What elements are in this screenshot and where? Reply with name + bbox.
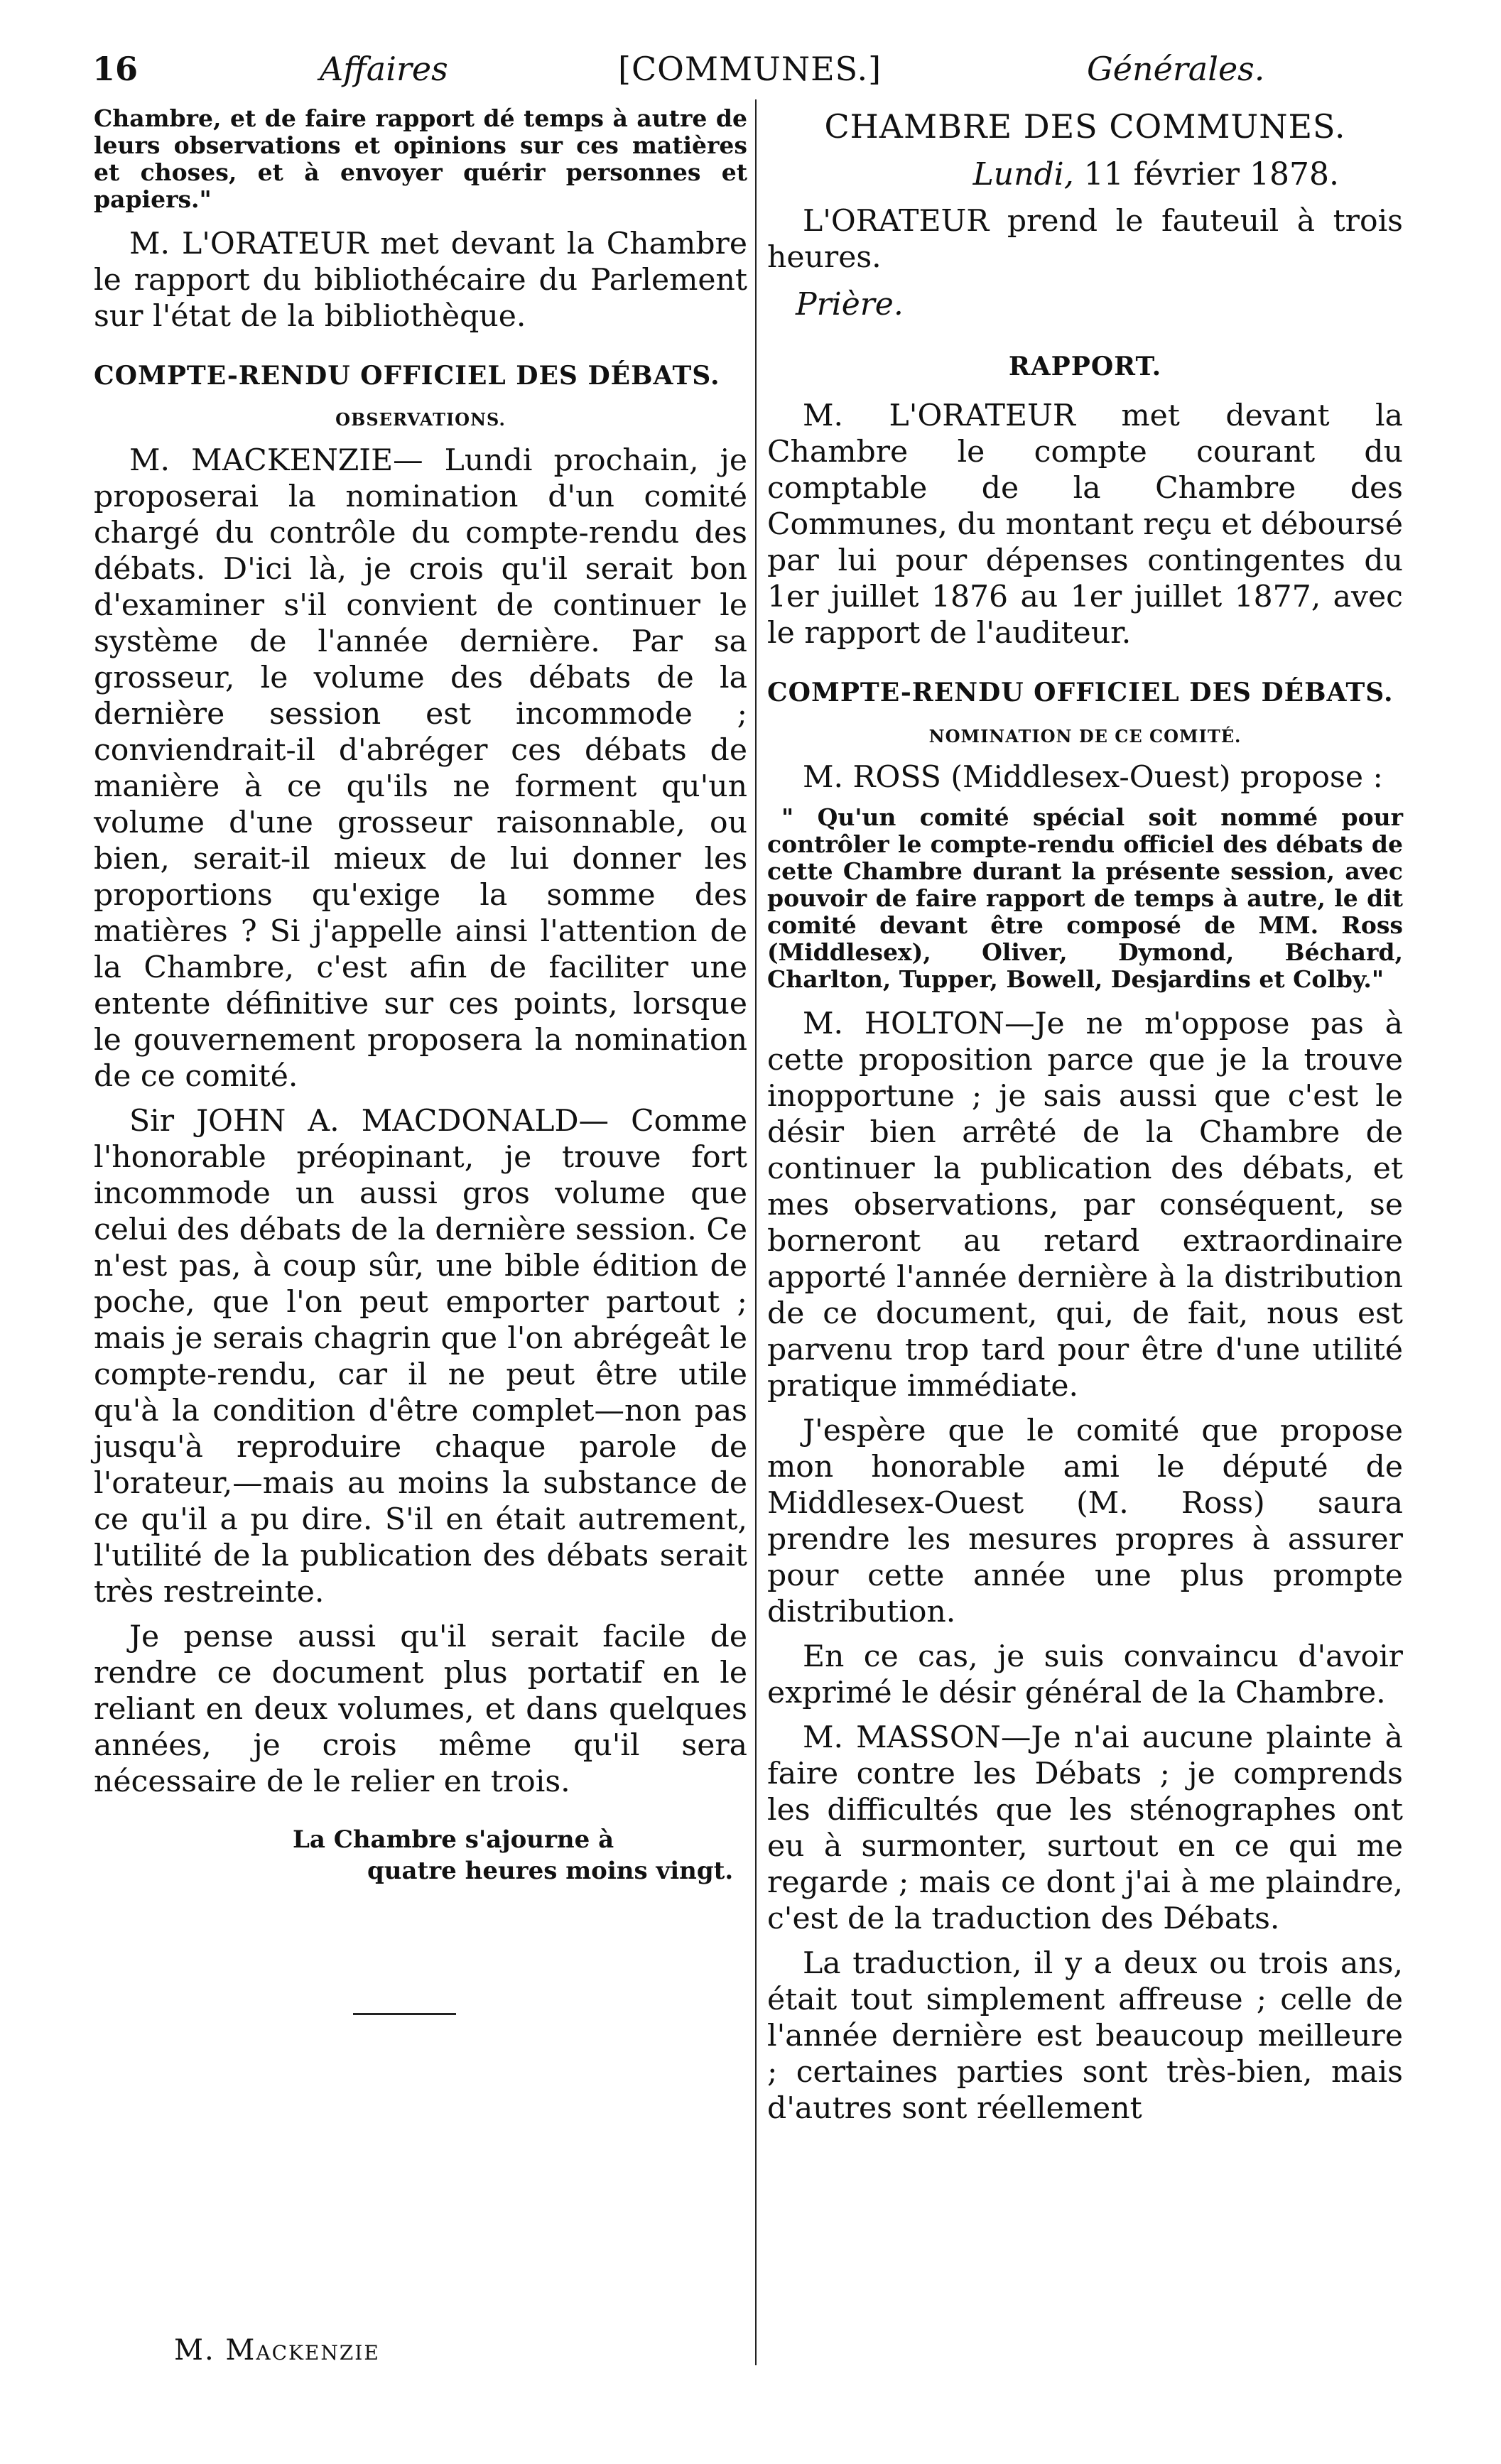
date-day: Lundi,: [972, 156, 1074, 192]
subheading-nomination: NOMINATION DE CE COMITÉ.: [928, 726, 1242, 747]
prayer: Prière.: [796, 286, 904, 322]
section-heading-debates: COMPTE-RENDU OFFICIEL DES DÉBATS.: [94, 361, 720, 391]
adjournment-line-1: La Chambre s'ajourne à: [293, 1825, 614, 1854]
running-header: [92, 44, 1414, 94]
adjournment-line-2: quatre heures moins vingt.: [367, 1857, 734, 1885]
masson-remarks-2: La traduction, il y a deux ou trois ans, était tout simplement affreuse ; celle de l'année dernière est beaucoup meilleure ; certaines parties sont très-bien, mais d'autres sont réellement: [767, 1946, 1403, 2126]
section-heading-rapport: RAPPORT.: [1008, 352, 1162, 381]
mackenzie-remarks: M. MACKENZIE— Lundi prochain, je proposerai la nomination d'un comité chargé du contrôle du compte-rendu des débats. D'ici là, je crois qu'il serait bon d'examiner s'il convient de continuer le système de l'année dernière. Par sa grosseur, le volume des débats de la dernière session est incommode ; conviendrait-il d'abréger ces débats de manière à ce qu'ils ne forment qu'un volume d'une grosseur raisonnable, ou bien, serait-il mieux de lui donner les proportions qu'exige la somme des matières ? Si j'appelle ainsi l'attention de la Chambre, c'est afin de faciliter une entente définitive sur ces points, lorsque le gouvernement proposera la nomination de ce comité.: [94, 443, 747, 1094]
page-number: 16: [92, 50, 139, 88]
holton-remarks: M. HOLTON—Je ne m'oppose pas à cette proposition parce que je la trouve inopportune ; je sais aussi que c'est le désir bien arrêté de la Chambre de continuer la publication des débats, et mes observations, par conséquent, se borneront au retard extraordinaire apporté l'année dernière à la distribution de ce document, qui, de fait, nous est parvenu trop tard pour être d'une utilité pratique immédiate.: [767, 1006, 1403, 1404]
ross-motion: M. ROSS (Middlesex-Ouest) propose :: [803, 760, 1383, 795]
right-column: [767, 105, 1403, 2135]
footer-catchword: M. Mackenzie: [174, 2334, 380, 2367]
subheading-observations: OBSERVATIONS.: [335, 409, 506, 430]
holton-remarks-2: J'espère que le comité que propose mon honorable ami le député de Middlesex-Ouest (M. Ross) saura prendre les mesures propres à assurer pour cette année une plus prompte distribution.: [767, 1413, 1403, 1629]
column-divider: [755, 99, 757, 2365]
library-report-paragraph: M. L'ORATEUR met devant la Chambre le rapport du bibliothécaire du Parlement sur l'état de la bibliothèque.: [94, 227, 747, 334]
left-column: [94, 105, 747, 2015]
section-heading-debates-right: COMPTE-RENDU OFFICIEL DES DÉBATS.: [767, 678, 1394, 707]
header-center-title: [COMMUNES.]: [618, 50, 882, 88]
chamber-title: CHAMBRE DES COMMUNES.: [824, 107, 1346, 146]
header-left-title: Affaires: [320, 50, 448, 88]
masson-remarks: M. MASSON—Je n'ai aucune plainte à faire contre les Débats ; je comprends les difficultés que les sténographes ont eu à surmonter, surtout en ce qui me regarde ; mais ce dont j'ai à me plaindre, c'est de la traduction des Débats.: [767, 1720, 1403, 1936]
speaker-takes-chair: L'ORATEUR prend le fauteuil à trois heures.: [767, 204, 1403, 275]
header-right-title: Générales.: [1087, 50, 1265, 88]
adjournment-note: [293, 1824, 747, 1887]
motion-continuation: Chambre, et de faire rapport dé temps à autre de leurs observations et opinions sur ces matières et choses, et à envoyer quérir personnes et papiers.": [94, 104, 747, 213]
sitting-date: [767, 153, 1339, 196]
holton-remarks-3: En ce cas, je suis convaincu d'avoir exprimé le désir général de la Chambre.: [767, 1639, 1403, 1710]
accounts-report-paragraph: M. L'ORATEUR met devant la Chambre le compte courant du comptable de la Chambre des Communes, du montant reçu et déboursé par lui pour dépenses contingentes du 1er juillet 1876 au 1er juillet 1877, avec le rapport de l'auditeur.: [767, 398, 1403, 651]
motion-quote: " Qu'un comité spécial soit nommé pour contrôler le compte-rendu officiel des débats de cette Chambre durant la présente session, avec pouvoir de faire rapport de temps à autre, le dit comité devant être composé de MM. Ross (Middlesex), Oliver, Dymond, Béchard, Charlton, Tupper, Bowell, Desjardins et Colby.": [767, 803, 1403, 993]
macdonald-remarks-continued: Je pense aussi qu'il serait facile de rendre ce document plus portatif en le reliant en deux volumes, et dans quelques années, je crois même qu'il sera nécessaire de le relier en trois.: [94, 1619, 747, 1799]
date-rest: 11 février 1878.: [1083, 156, 1339, 192]
section-divider: [353, 2013, 456, 2015]
macdonald-remarks: Sir JOHN A. MACDONALD— Comme l'honorable préopinant, je trouve fort incommode un aussi gros volume que celui des débats de la dernière session. Ce n'est pas, à coup sûr, une bible édition de poche, que l'on peut emporter partout ; mais je serais chagrin que l'on abrégeât le compte-rendu, car il ne peut être utile qu'à la condition d'être complet—non pas jusqu'à reproduire chaque parole de l'orateur,—mais au moins la substance de ce qu'il a pu dire. S'il en était autrement, l'utilité de la publication des débats serait très restreinte.: [94, 1104, 747, 1610]
